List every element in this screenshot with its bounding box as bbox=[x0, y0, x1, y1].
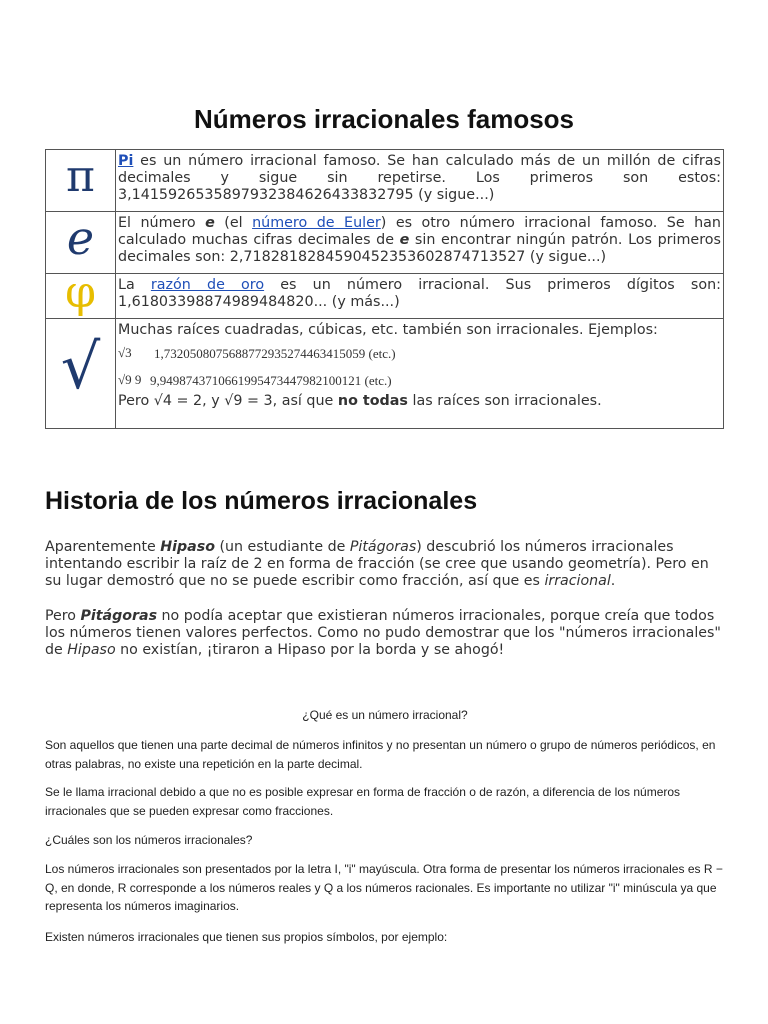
question-2: ¿Cuáles son los números irracionales? bbox=[45, 833, 253, 847]
table-row-roots bbox=[46, 319, 724, 429]
hp2-a: Pero bbox=[45, 608, 81, 624]
hp1-e: ) descubrió los números irracionales intentando escribir la raíz de 2 en forma de fracción (se cree que usando geometría). Pero en su lugar demostró que no se puede escribir como fracción, así que es bbox=[45, 539, 709, 589]
e-text-4: sin encontrar ningún patrón. Los primeros decimales son: 2,7182818284590452353602874713527 (y sigue...) bbox=[118, 232, 721, 265]
hp1-pitagoras: Pitágoras bbox=[349, 539, 417, 555]
hp1-g: . bbox=[610, 573, 616, 589]
hp1-hipaso: Hipaso bbox=[160, 539, 215, 555]
page-title: Números irracionales famosos bbox=[193, 104, 575, 134]
roots-outro-bold: no todas bbox=[337, 393, 408, 409]
history-title: Historia de los números irracionales bbox=[45, 487, 478, 515]
hp2-hipaso: Hipaso bbox=[67, 642, 116, 658]
roots-description bbox=[116, 319, 724, 429]
table-row-pi bbox=[46, 150, 724, 212]
phi-text-1: La bbox=[118, 277, 151, 293]
roots-outro-2: las raíces son irracionales. bbox=[407, 393, 602, 409]
roots-outro bbox=[118, 393, 721, 411]
euler-number-link[interactable]: número de Euler bbox=[252, 215, 381, 231]
root-2-value: 9,9498743710661995473447982100121 (etc.) bbox=[150, 373, 392, 388]
pi-cell bbox=[46, 150, 116, 212]
square-root-icon: √ bbox=[60, 329, 101, 403]
table-row-phi bbox=[46, 274, 724, 319]
root-example-2 bbox=[118, 372, 721, 389]
pi-description bbox=[116, 150, 724, 212]
phi-cell bbox=[46, 266, 116, 319]
root-example-1 bbox=[118, 345, 721, 362]
phi-text-2: es un número irracional. Sus primeros dígitos son: 1,61803398874989484820... (y más...) bbox=[118, 277, 721, 310]
hp1-a: Aparentemente bbox=[45, 539, 161, 555]
root-1-value: 1,7320508075688772935274463415059 (etc.) bbox=[154, 346, 396, 361]
roots-outro-1: Pero √4 = 2, y √9 = 3, así que bbox=[118, 393, 338, 409]
question-1: ¿Qué es un número irracional? bbox=[302, 708, 468, 722]
pi-text: es un número irracional famoso. Se han calculado más de un millón de cifras decimales y sigue sin repetirse. Los primeros son estos: 3,1415926535897932384626433832795 (y sigue...) bbox=[118, 153, 721, 203]
answer-3: Los números irracionales son presentados por la letra I, "i" mayúscula. Otra forma de presentar los números irracionales es R − Q, en donde, R corresponde a los números reales y Q a los números racionales. Es importante no utilizar "i" minúscula ya que representa los números imaginarios. bbox=[45, 862, 723, 913]
euler-e-icon: e bbox=[66, 210, 95, 265]
roots-intro: Muchas raíces cuadradas, cúbicas, etc. también son irracionales. Ejemplos: bbox=[118, 322, 658, 338]
e-text-3: ) es otro número irracional famoso. Se han calculado muchas cifras decimales de bbox=[118, 215, 721, 248]
e-text-1: El número bbox=[118, 215, 206, 231]
hp2-c: no podía aceptar que existieran números irracionales, porque creía que todos los números tienen valores perfectos. Como no pudo demostrar que los "números irracionales" de bbox=[45, 608, 721, 658]
roots-cell bbox=[46, 319, 116, 429]
hp2-pitagoras: Pitágoras bbox=[80, 608, 158, 624]
golden-ratio-link[interactable]: razón de oro bbox=[150, 277, 265, 293]
history-paragraph-1 bbox=[45, 539, 725, 590]
phi-description bbox=[116, 274, 724, 319]
answer-4: Existen números irracionales que tienen sus propios símbolos, por ejemplo: bbox=[45, 930, 448, 944]
pi-link[interactable]: Pi bbox=[118, 153, 134, 169]
e-text-2: (el bbox=[214, 215, 253, 231]
answer-1: Son aquellos que tienen una parte decimal de números infinitos y no presentan un número o grupo de números periódicos, en otras palabras, no existe una repetición en la parte decimal. bbox=[45, 738, 716, 771]
table-row-e bbox=[46, 212, 724, 274]
hp1-irracional: irracional bbox=[544, 573, 611, 589]
root-2-label: √9 9 bbox=[118, 372, 142, 387]
answer-2: Se le llama irracional debido a que no es posible expresar en forma de fracción o de razón, a diferencia de los números irracionales que se pueden expresar como fracciones. bbox=[45, 785, 681, 818]
pi-icon: π bbox=[66, 151, 95, 202]
root-1-label: √3 bbox=[118, 345, 132, 360]
e-description bbox=[116, 212, 724, 274]
e-symbol: e bbox=[205, 215, 215, 231]
hp2-e: no existían, ¡tiraron a Hipaso por la borda y se ahogó! bbox=[115, 642, 505, 658]
e-symbol-2: e bbox=[399, 232, 410, 248]
e-cell bbox=[46, 212, 116, 274]
hp1-c: (un estudiante de bbox=[214, 539, 350, 555]
famous-numbers-table bbox=[45, 149, 724, 429]
phi-icon: φ bbox=[65, 266, 96, 318]
history-paragraph-2 bbox=[45, 608, 725, 659]
